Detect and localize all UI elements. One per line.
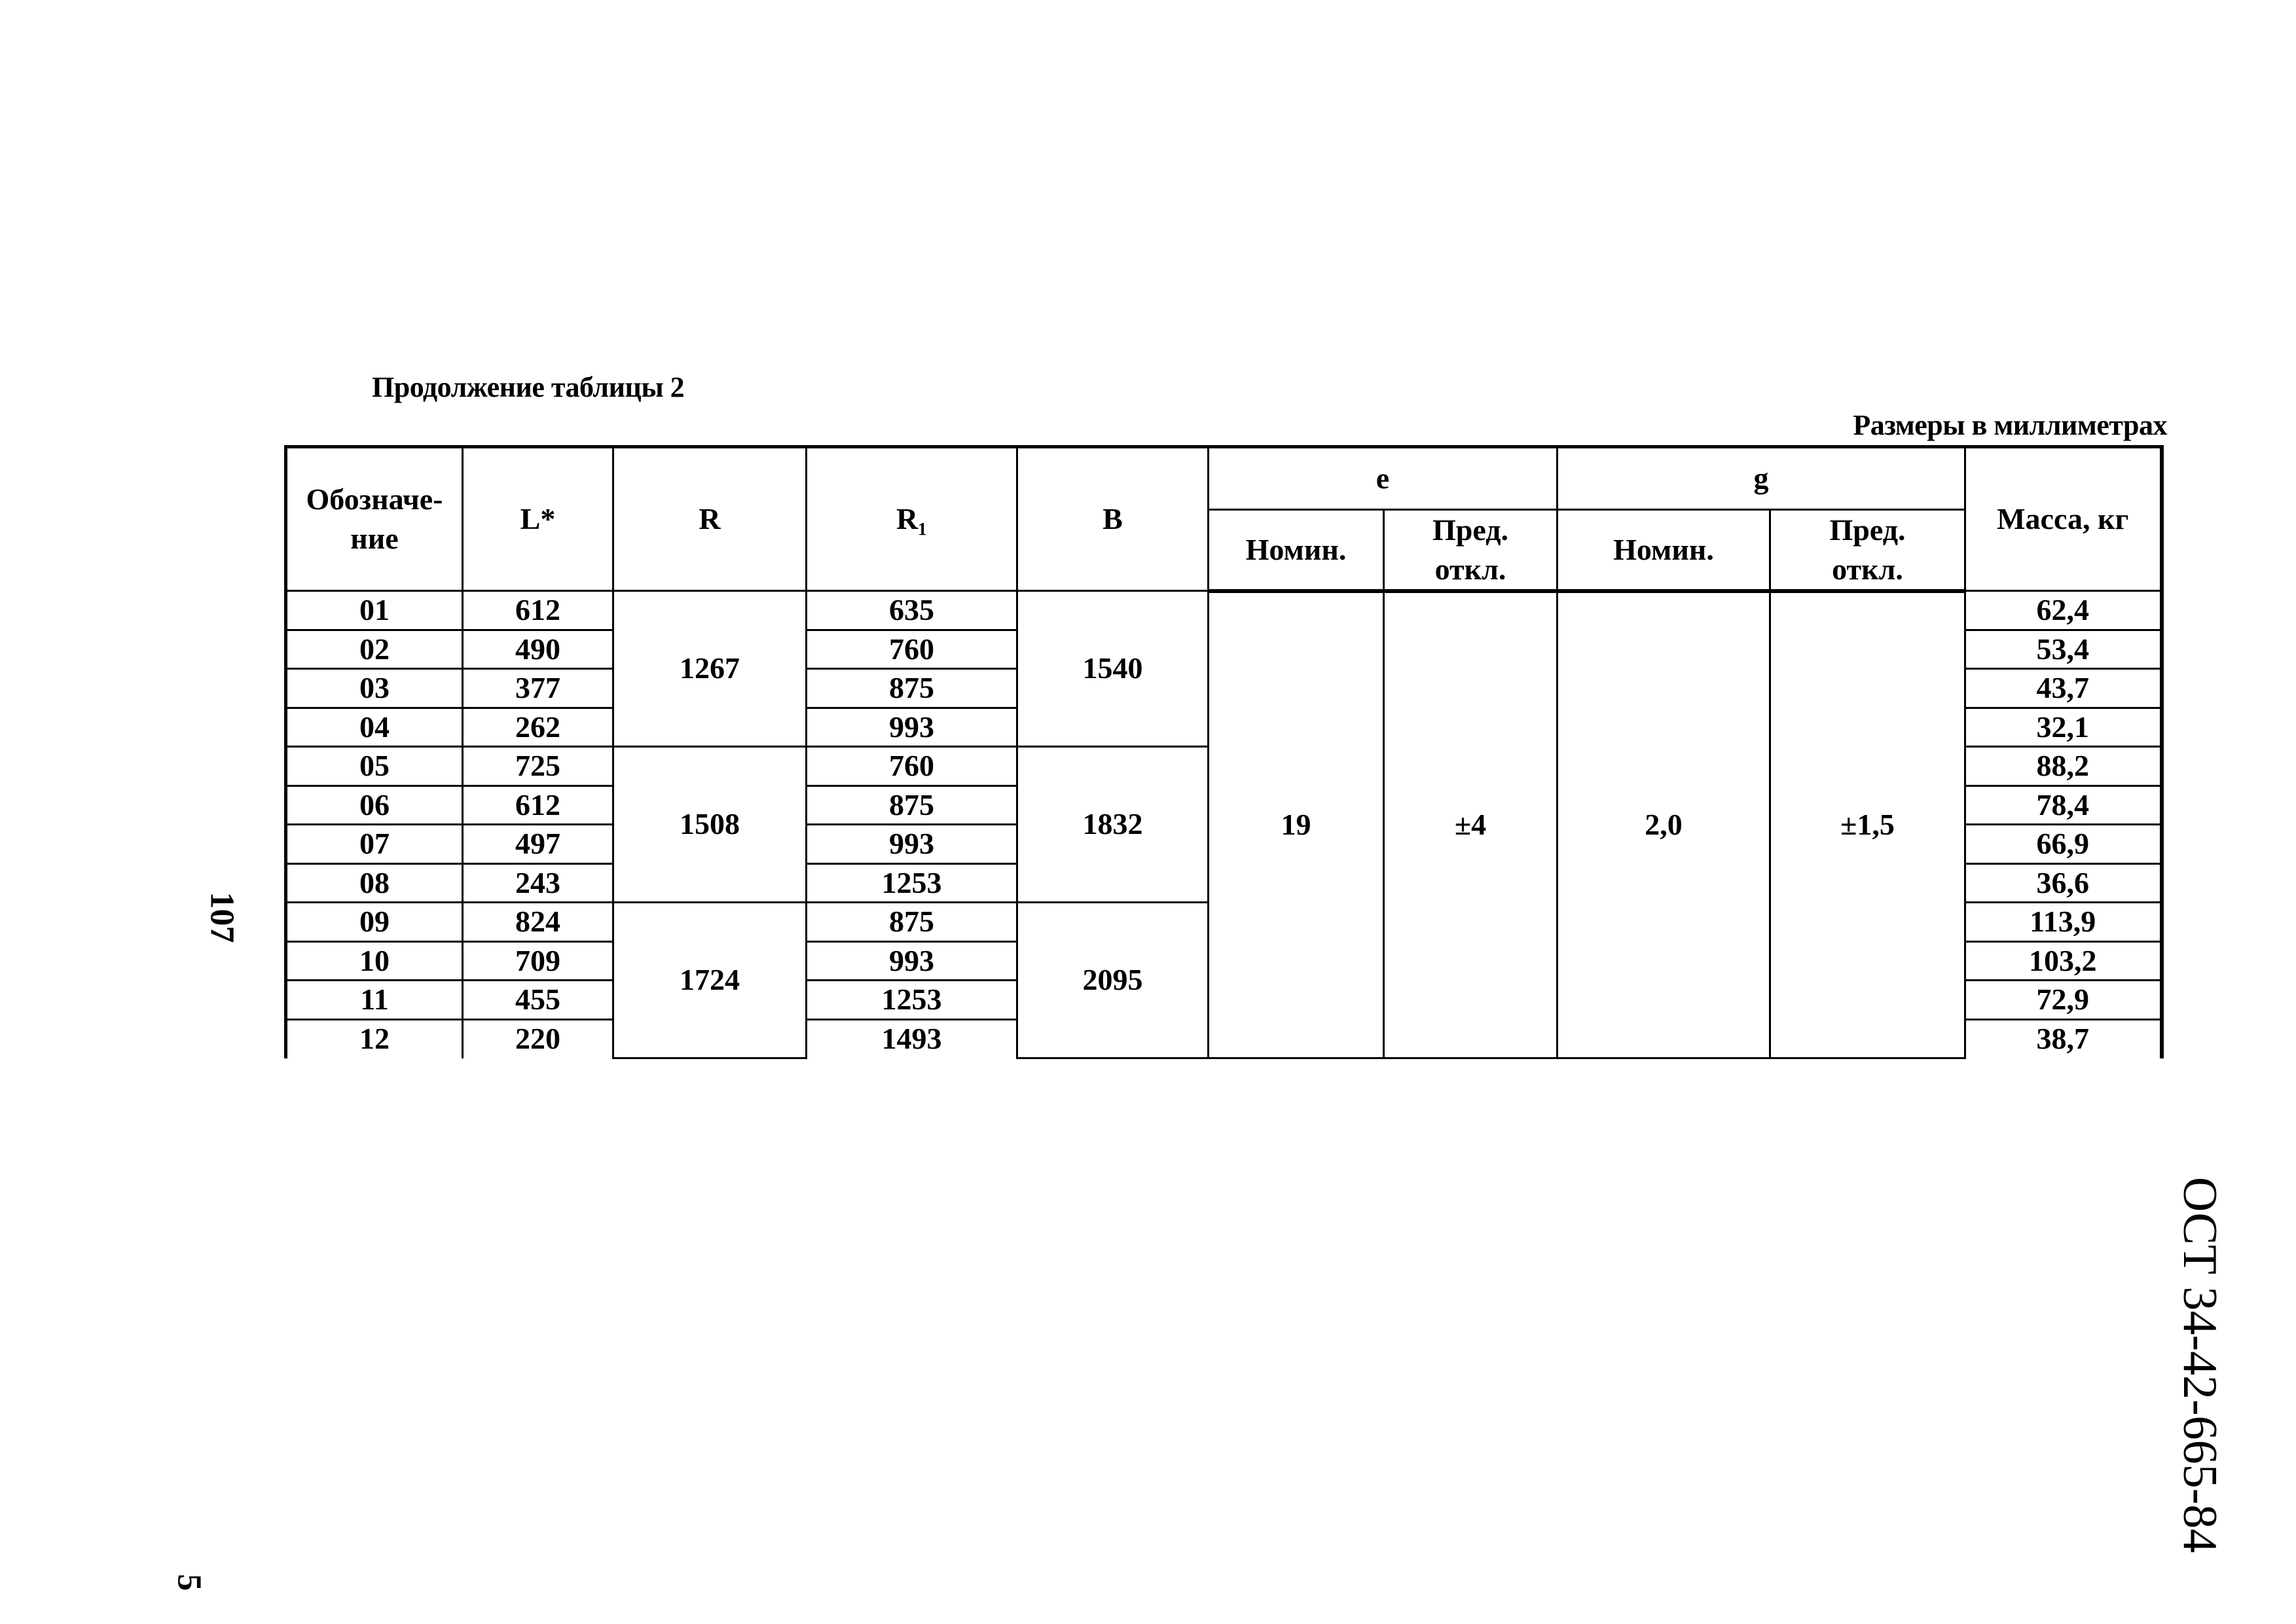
cell-e-tolerance: ±4	[1384, 591, 1558, 1058]
header-r: R	[613, 447, 807, 591]
dimensions-table	[284, 445, 2164, 1059]
cell-g-nominal: 2,0	[1558, 591, 1770, 1058]
cell-mass: 66,9	[1965, 825, 2162, 864]
cell-b: 1832	[1017, 747, 1209, 903]
cell-r1: 875	[807, 669, 1017, 708]
cell-g-tolerance: ±1,5	[1770, 591, 1965, 1058]
header-b: B	[1017, 447, 1209, 591]
cell-r: 1724	[613, 903, 807, 1058]
cell-r1: 760	[807, 630, 1017, 669]
cell-mass: 43,7	[1965, 669, 2162, 708]
cell-l: 725	[463, 747, 613, 786]
cell-mass: 88,2	[1965, 747, 2162, 786]
cell-designation: 08	[286, 863, 463, 903]
page-number-bottom: 5	[170, 1574, 208, 1591]
cell-designation: 10	[286, 941, 463, 981]
cell-r: 1267	[613, 591, 807, 747]
cell-l: 612	[463, 591, 613, 630]
cell-r1: 993	[807, 941, 1017, 981]
table-caption: Продолжение таблицы 2	[372, 371, 685, 403]
cell-mass: 103,2	[1965, 941, 2162, 981]
cell-r: 1508	[613, 747, 807, 903]
header-r1: R₁	[807, 447, 1017, 591]
cell-mass: 53,4	[1965, 630, 2162, 669]
cell-designation: 02	[286, 630, 463, 669]
cell-l: 220	[463, 1019, 613, 1058]
header-e-tolerance: Пред. откл.	[1384, 510, 1558, 591]
cell-r1: 760	[807, 747, 1017, 786]
header-g-tolerance: Пред. откл.	[1770, 510, 1965, 591]
header-e: e	[1209, 447, 1558, 510]
table-row	[286, 591, 2162, 630]
cell-b: 1540	[1017, 591, 1209, 747]
cell-l: 243	[463, 863, 613, 903]
cell-mass: 72,9	[1965, 981, 2162, 1020]
header-g-nominal: Номин.	[1558, 510, 1770, 591]
cell-l: 490	[463, 630, 613, 669]
cell-designation: 07	[286, 825, 463, 864]
cell-designation: 11	[286, 981, 463, 1020]
header-mass: Масса, кг	[1965, 447, 2162, 591]
cell-designation: 09	[286, 903, 463, 942]
cell-designation: 01	[286, 591, 463, 630]
cell-e-nominal: 19	[1209, 591, 1384, 1058]
header-g: g	[1558, 447, 1965, 510]
cell-mass: 62,4	[1965, 591, 2162, 630]
cell-r1: 993	[807, 708, 1017, 747]
cell-l: 455	[463, 981, 613, 1020]
cell-designation: 03	[286, 669, 463, 708]
cell-r1: 875	[807, 903, 1017, 942]
header-l: L*	[463, 447, 613, 591]
document-code: ОСТ 34-42-665-84	[2173, 1177, 2227, 1553]
cell-r1: 635	[807, 591, 1017, 630]
cell-l: 377	[463, 669, 613, 708]
cell-r1: 993	[807, 825, 1017, 864]
cell-l: 262	[463, 708, 613, 747]
cell-r1: 1253	[807, 981, 1017, 1020]
cell-l: 824	[463, 903, 613, 942]
header-designation: Обозначе-ние	[286, 447, 463, 591]
cell-mass: 38,7	[1965, 1019, 2162, 1058]
cell-b: 2095	[1017, 903, 1209, 1058]
page-number-top: 107	[203, 892, 241, 943]
cell-mass: 32,1	[1965, 708, 2162, 747]
cell-designation: 06	[286, 785, 463, 825]
cell-r1: 1253	[807, 863, 1017, 903]
cell-l: 612	[463, 785, 613, 825]
cell-designation: 05	[286, 747, 463, 786]
cell-r1: 1493	[807, 1019, 1017, 1058]
cell-mass: 36,6	[1965, 863, 2162, 903]
header-e-nominal: Номин.	[1209, 510, 1384, 591]
cell-l: 497	[463, 825, 613, 864]
cell-designation: 12	[286, 1019, 463, 1058]
cell-designation: 04	[286, 708, 463, 747]
units-note: Размеры в миллиметрах	[1853, 409, 2167, 441]
cell-r1: 875	[807, 785, 1017, 825]
cell-l: 709	[463, 941, 613, 981]
cell-mass: 113,9	[1965, 903, 2162, 942]
cell-mass: 78,4	[1965, 785, 2162, 825]
